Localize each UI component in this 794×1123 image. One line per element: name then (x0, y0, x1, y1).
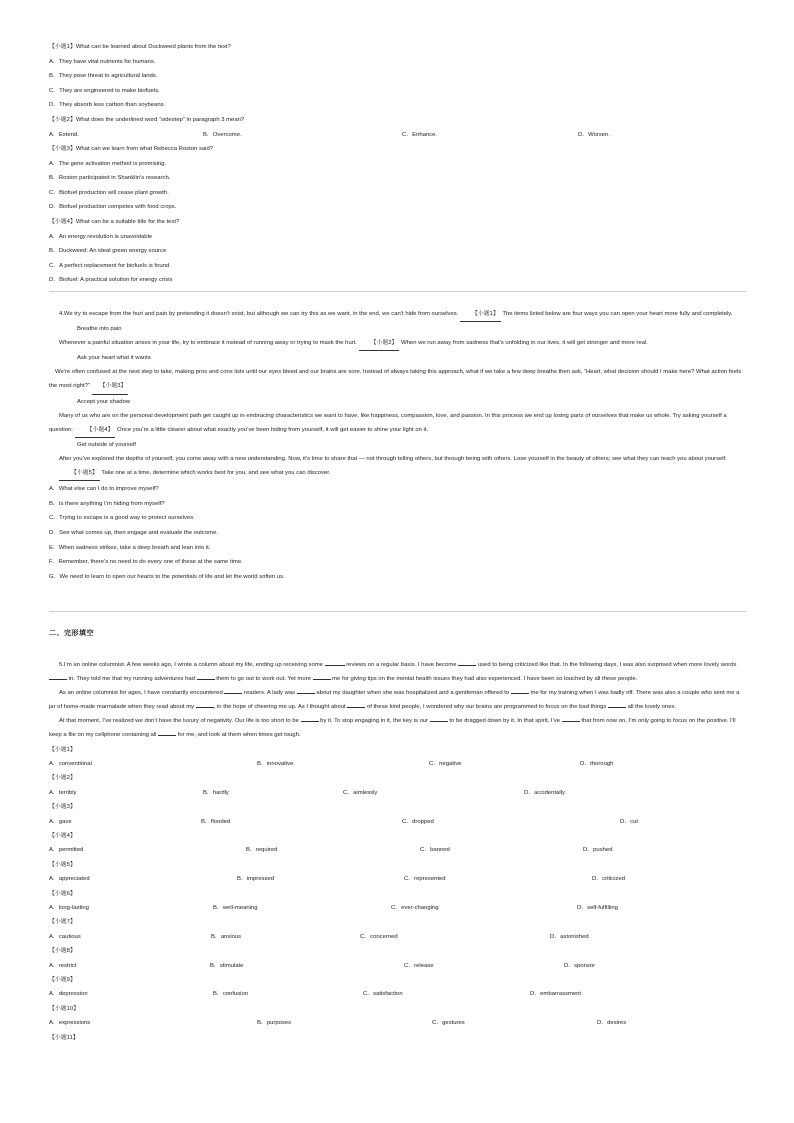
passage-paragraph (49, 409, 746, 438)
option: A．Extend. (49, 131, 79, 138)
option-row (49, 901, 746, 915)
option[interactable]: D．cut (620, 818, 639, 825)
option-row (49, 815, 746, 829)
text: , in the hope of cheering me up. As I thought about (213, 704, 346, 711)
option: D．Worsen. (578, 131, 610, 138)
option[interactable]: A．depression (49, 991, 88, 998)
option[interactable]: A．permitted (49, 847, 84, 854)
text: As an online columnist for ages, I have constantly encountered (59, 690, 223, 697)
option[interactable]: D．sponsor (564, 962, 596, 969)
text: them to go out to work out. Yet more (216, 676, 311, 683)
question-label: 【小题6】 (49, 890, 76, 897)
option-line: A．They have vital nutrients for humans. (49, 58, 156, 65)
option[interactable]: C．banned (420, 847, 450, 854)
blank[interactable] (458, 665, 476, 666)
reading-questions-section (49, 40, 749, 288)
option-line: F．Remember, there’s no need to do every one of these at the same time. (49, 559, 243, 566)
blank[interactable] (511, 693, 529, 694)
text: reviews on a regular basis. I have become (346, 662, 457, 668)
option-line: D．Biofuel: A practical solution for energy crisis (49, 277, 173, 284)
question-label: 【小题5】 (49, 861, 76, 868)
text: Many of us who are on the personal development path get caught up in embracing characteristics we want to have, like happiness, compassion, love, and passion. In this process we end up losing parts of ourselves that make us whole. Try asking yourself a question: (49, 412, 727, 433)
option[interactable]: C．ever-changing (391, 904, 439, 911)
option-row (49, 786, 746, 800)
cloze-section (49, 658, 746, 1045)
cloze-paragraph (49, 714, 746, 742)
text: in. They told me that my running adventures had (68, 676, 195, 683)
cloze-question-list (49, 743, 746, 1031)
text: about my daughter when she was hospitalized and a gentleman offered to (316, 690, 510, 697)
question-stem: 【小题2】What does the underlined word “sidestep” in paragraph 3 mean? (49, 116, 245, 123)
option[interactable]: D．desires (597, 1020, 627, 1027)
blank[interactable]: 【小题2】 (359, 336, 400, 351)
subheading: Breathe into pain (77, 326, 122, 333)
option-row (49, 930, 746, 944)
option[interactable]: C．aimlessly (343, 789, 378, 796)
divider (49, 291, 746, 292)
option[interactable]: B．hardly (203, 789, 229, 796)
option[interactable]: B．confusion (213, 991, 249, 998)
blank[interactable] (49, 679, 67, 680)
blank[interactable] (608, 707, 626, 708)
passage-paragraph (49, 466, 746, 481)
option[interactable]: B．purposes (257, 1020, 292, 1027)
question-stem: 【小题1】What can be learned about Duckweed plants from the text? (49, 44, 231, 50)
option[interactable]: A．expressions (49, 1020, 91, 1027)
option-line: C．Biofuel production will cease plant growth. (49, 189, 169, 196)
passage-paragraph (49, 307, 746, 322)
text: At that moment, I’ve realized we don’t have the luxury of negativity. Our life is too short to be (59, 718, 299, 725)
subheading: Ask your heart what it wants (77, 355, 151, 362)
blank[interactable] (224, 693, 242, 694)
option-line: B．Is there anything I’m hiding from myself? (49, 500, 165, 507)
subheading: Accept your shadow (77, 398, 131, 405)
option-line: G．We need to learn to open our hearts to the potentials of life and let the world soften us. (49, 573, 285, 580)
option[interactable]: C．represented (404, 876, 446, 883)
option-row (49, 1016, 746, 1030)
question-label: 【小题3】 (49, 804, 76, 811)
blank[interactable] (562, 721, 580, 722)
passage-paragraph: After you’ve explored the depths of yourself, you come away with a new understanding. Now, it’s time to share that — not through telling others, but through being with others. Lose yourself in the beauty of others; see what they can teach you about yourself. (59, 455, 727, 462)
text: that from now on, I’m only going to focus on the positive. I’ll keep a file on my cellphone containing all (49, 718, 736, 739)
blank[interactable] (197, 679, 215, 680)
text: all the lovely ones. (627, 704, 677, 711)
option[interactable]: B．required (246, 847, 278, 854)
passage-paragraph (49, 336, 746, 351)
question-label: 【小题11】 (49, 1034, 79, 1041)
option-row (49, 757, 746, 771)
question-stem: 【小题4】What can be a suitable title for the text? (49, 218, 180, 225)
option[interactable]: A．long-lasting (49, 904, 89, 911)
text: me for giving tips on the mental health issues they had also experienced. I have been so touched by all these people. (332, 676, 638, 683)
blank[interactable]: 【小题4】 (75, 423, 116, 438)
option-line: C．A perfect replacement for biofuels is found (49, 262, 170, 269)
blank[interactable] (158, 735, 176, 736)
option-line: C．They are engineered to make biofuels. (49, 87, 160, 94)
option-line: B．They pose threat to agricultural lands. (49, 73, 158, 80)
text: to be dragged down by it. In that spirit, I’ve (449, 718, 561, 725)
blank[interactable] (196, 707, 214, 708)
text: of these kind people, I wondered why our brains are programmed to focus on the bad things (366, 704, 607, 711)
divider (49, 611, 746, 612)
option[interactable]: A．cautious (49, 933, 81, 940)
blank[interactable]: 【小题1】 (460, 307, 501, 322)
option[interactable]: B．anxious (211, 933, 242, 940)
option-line: A．An energy revolution is unavoidable (49, 233, 153, 240)
question-label: 【小题9】 (49, 976, 76, 983)
option[interactable]: C．negative (429, 760, 462, 767)
question-label: 【小题10】 (49, 1005, 80, 1012)
option-line: B．Duckweed: An ideal green energy source (49, 248, 167, 255)
option[interactable]: D．self-fulfilling (577, 904, 618, 911)
question-label: 【小题4】 (49, 832, 76, 839)
option-line: E．When sadness strikes, take a deep breath and lean into it. (49, 544, 211, 551)
option-line: D．They absorb less carbon than soybeans. (49, 102, 166, 109)
option-line: B．Roston participated in Shanklin’s research. (49, 175, 171, 182)
passage-section (49, 307, 746, 584)
text: We’re often confused at the next step to take, making pros and cons lists until our eyes bleed and our brains are sore. Instead of always taking this approach, what if we take a few deep breaths then ask, “Heart, what decision should I make here? What action feels the most right?” (49, 369, 742, 390)
text: by it. To stop engaging in it, the key is our (320, 718, 429, 725)
question-label: 【小题1】 (49, 746, 76, 753)
text: used to being criticized like that. In the following days, I was also surprised when more lovely words (477, 662, 737, 668)
option[interactable]: D．criticized (592, 876, 626, 883)
option[interactable]: D．accidentally (524, 789, 565, 796)
option[interactable]: C．release (404, 962, 434, 969)
blank[interactable]: 【小题3】 (92, 379, 129, 394)
option-row (49, 959, 746, 973)
option-line: D．Biofuel production competes with food crops. (49, 204, 177, 211)
option-line: C．Trying to escape is a good way to protect ourselves. (49, 515, 195, 522)
text: When we run away from sadness that’s unfolding in our lives, it will get stronger and more real. (401, 340, 648, 347)
question-label: 【小题2】 (49, 775, 76, 782)
option-row (49, 872, 746, 886)
blank[interactable] (313, 679, 331, 680)
blank[interactable] (297, 693, 315, 694)
text: readers. A lady was (244, 690, 296, 697)
text: for me, and look at them when times get tough. (177, 732, 301, 739)
section-heading: 二、完形填空 (49, 629, 94, 637)
question-stem: 【小题3】What can we learn from what Rebecca Roston said? (49, 145, 214, 152)
option[interactable]: B．flooded (201, 818, 231, 825)
option: C．Enhance. (402, 131, 438, 138)
option-line: D．See what comes up, then engage and evaluate the outcome. (49, 529, 218, 536)
option[interactable]: D．embarrassment (530, 991, 582, 998)
option-row (49, 128, 749, 142)
option[interactable]: C．concerned (360, 933, 398, 940)
option[interactable]: A．appreciated (49, 876, 90, 883)
question-label: 【小题8】 (49, 948, 76, 955)
option[interactable]: A．gave (49, 818, 72, 825)
passage-paragraph (49, 365, 746, 394)
option[interactable]: D．pushed (583, 847, 613, 854)
option: B．Overcome. (203, 131, 242, 138)
text: 4.We try to escape from the hurt and pain by pretending it doesn’t exist, but although we can try this as we want, in the end, we can’t hide from ourselves. (59, 311, 459, 317)
text: Once you’re a little clearer about what exactly you’ve been hiding from yourself, it will get easier to shine your light on it. (117, 426, 429, 433)
question-label: 【小题7】 (49, 919, 76, 926)
blank[interactable] (325, 665, 345, 666)
option[interactable]: A．conventional (49, 760, 92, 767)
option[interactable]: B．stimulate (210, 962, 244, 969)
text: 5.I’m an online columnist. A few weeks ago, I wrote a column about my life, ending up receiving some (59, 662, 323, 668)
blank[interactable] (430, 721, 448, 722)
option[interactable]: C．gestures (432, 1020, 465, 1027)
text: The items listed below are four ways you can open your heart more fully and completely. (502, 311, 733, 317)
text: Whenever a painful situation arises in your life, try to embrace it instead of running away or trying to mask the hurt. (59, 340, 357, 347)
blank[interactable]: 【小题5】 (59, 466, 100, 481)
blank[interactable] (301, 721, 319, 722)
text: me for my training when I was badly off. There was also a couple who sent me a jar of home-made marmalade when they read about my (49, 690, 740, 711)
option-line: A．The gene activation method is promising. (49, 160, 167, 167)
option[interactable]: B．well-meaning (213, 904, 258, 911)
option[interactable]: B．impressed (237, 876, 274, 883)
option[interactable]: C．dropped (402, 818, 434, 825)
option[interactable]: A．terribly (49, 789, 77, 796)
cloze-paragraph (49, 658, 746, 686)
blank[interactable] (347, 707, 365, 708)
option[interactable]: C．satisfaction (363, 991, 403, 998)
option[interactable]: B．innovative (257, 760, 294, 767)
option-row (49, 843, 746, 857)
option[interactable]: D．thorough (580, 760, 614, 767)
option[interactable]: A．restrict (49, 962, 77, 969)
cloze-paragraph (49, 686, 746, 714)
subheading: Get outside of yourself (77, 441, 136, 448)
option[interactable]: D．astonished (550, 933, 589, 940)
text: Take one at a time, determine which works best for you, and see what you can discover. (101, 470, 331, 477)
option-line: A．What else can I do to improve myself? (49, 486, 159, 493)
option-row (49, 987, 746, 1001)
